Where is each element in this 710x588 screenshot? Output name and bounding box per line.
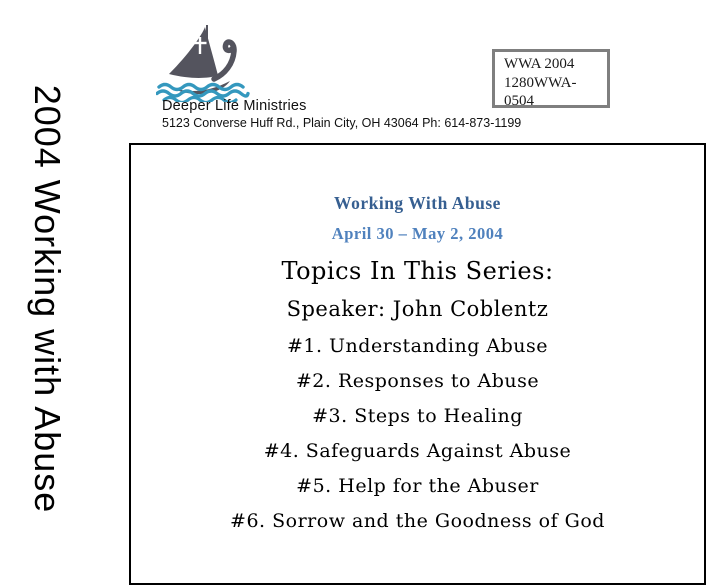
topic-list — [131, 329, 704, 539]
spine-vertical-title: 2004 Working with Abuse — [27, 84, 68, 514]
topic-item: #2. Responses to Abuse — [295, 369, 540, 392]
topics-heading: Topics In This Series: — [281, 256, 554, 285]
topic-item: #6. Sorrow and the Goodness of God — [230, 509, 605, 532]
series-title: Working With Abuse — [334, 193, 501, 213]
catalog-code-line: 0504 — [504, 93, 534, 108]
org-name: Deeper Life Ministries — [162, 98, 307, 114]
series-panel — [129, 143, 706, 585]
catalog-code-line: 1280WWA- — [504, 74, 577, 91]
topic-item: #1. Understanding Abuse — [286, 334, 549, 357]
catalog-code-line: WWA 2004 — [504, 56, 575, 72]
catalog-code-box — [492, 49, 610, 108]
topic-item: #3. Steps to Healing — [312, 404, 523, 427]
ship-with-cross-logo-icon — [156, 24, 256, 102]
org-address: 5123 Converse Huff Rd., Plain City, OH 43064 Ph: 614-873-1199 — [162, 116, 522, 130]
topic-item: #4. Safeguards Against Abuse — [263, 439, 572, 462]
series-date: April 30 – May 2, 2004 — [331, 223, 504, 243]
speaker-line: Speaker: John Coblentz — [286, 296, 549, 321]
topic-item: #5. Help for the Abuser — [296, 474, 539, 497]
